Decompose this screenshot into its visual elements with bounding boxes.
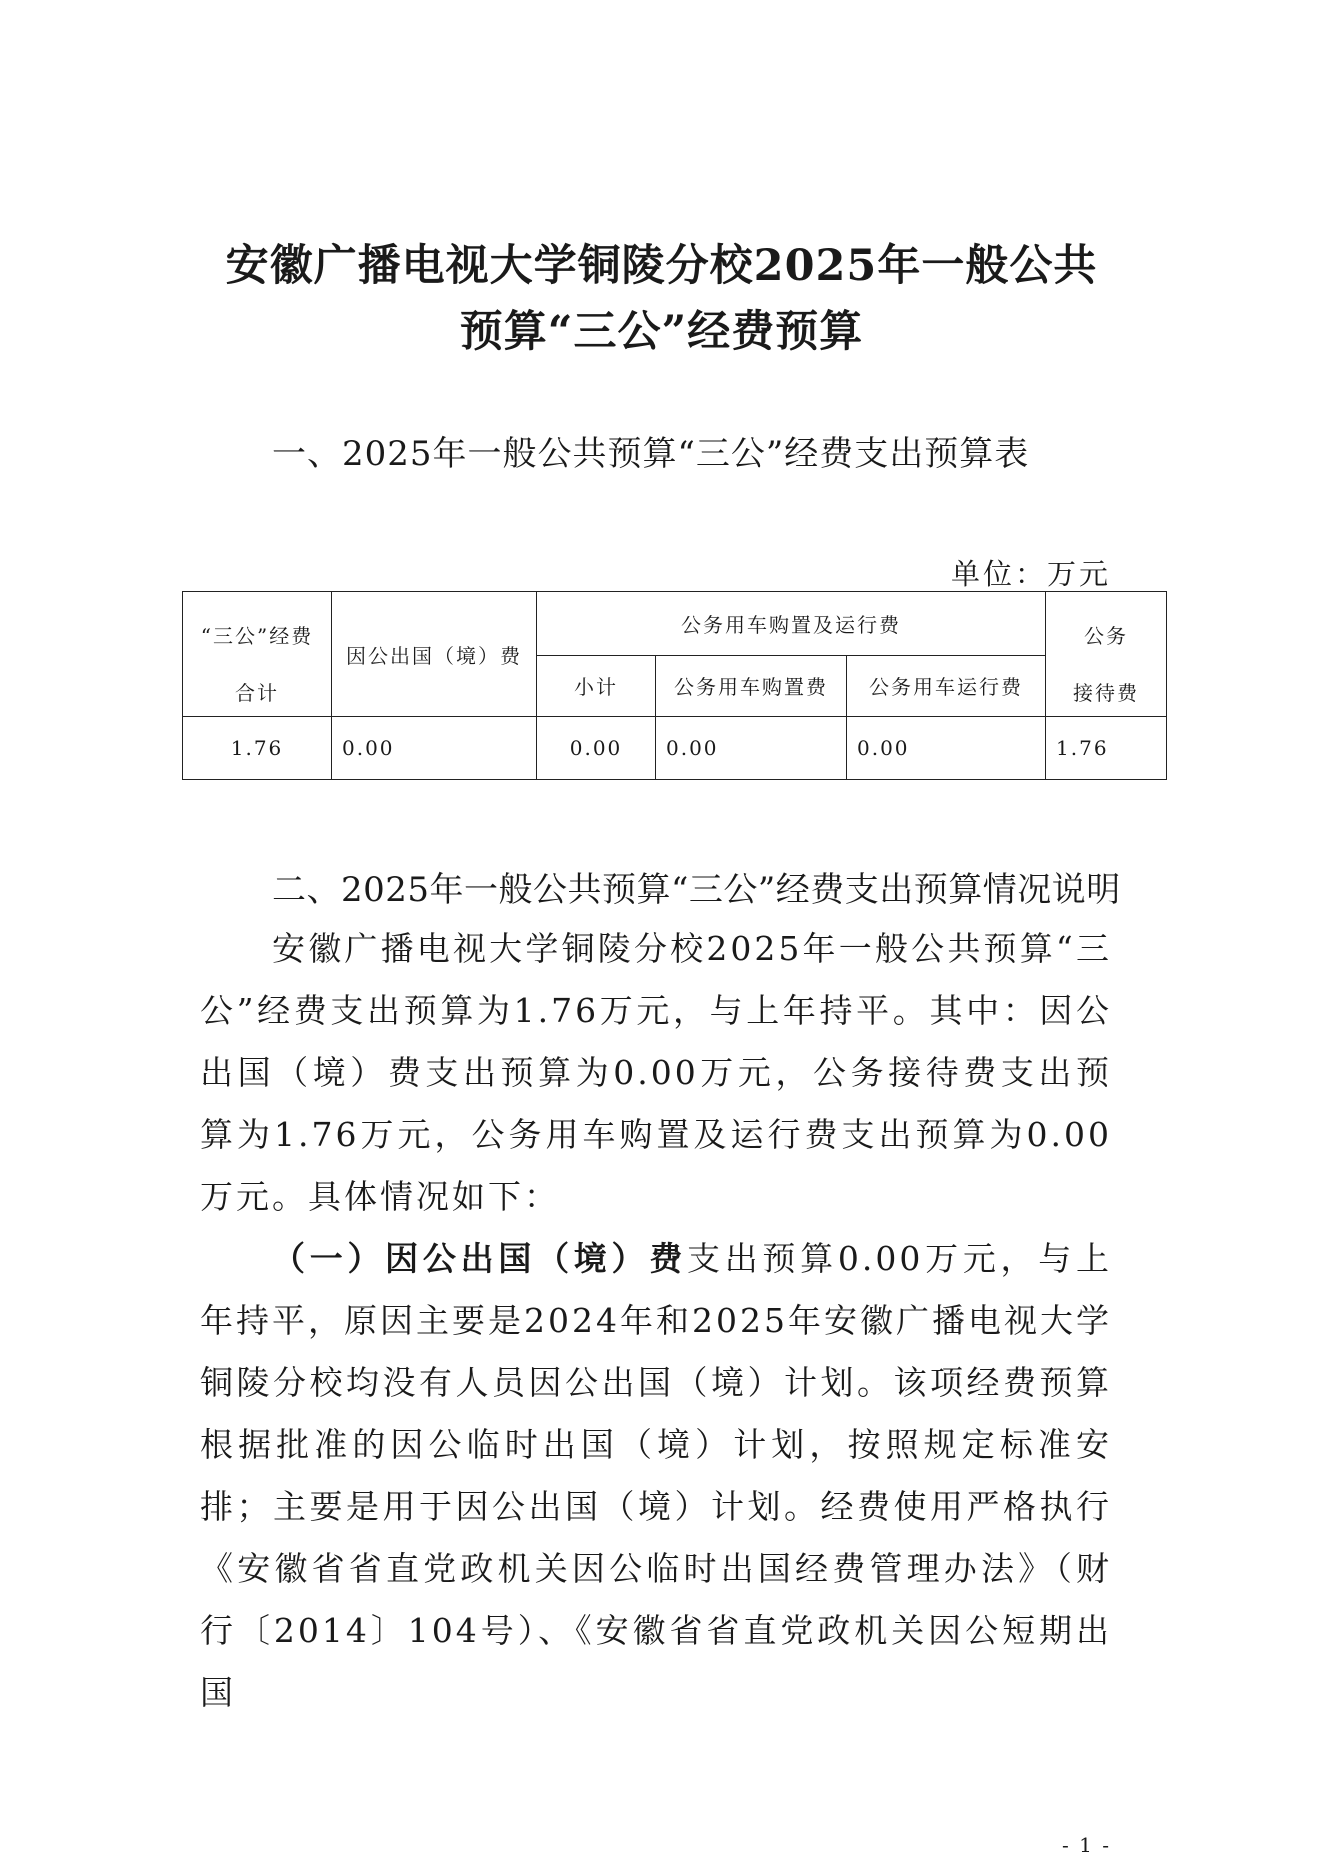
value-vehicle-subtotal: 0.00: [537, 717, 656, 780]
header-reception-top: 公务: [1084, 624, 1129, 648]
value-vehicle-purchase: 0.00: [656, 717, 847, 780]
body-text: [200, 918, 1112, 1724]
paragraph-summary: 安徽广播电视大学铜陵分校2025年一般公共预算“三公”经费支出预算为1.76万元，与上年持平。其中：因公出国（境）费支出预算为0.00万元，公务接待费支出预算为1.76万元，公务用车购置及运行费支出预算为0.00万元。具体情况如下：: [200, 929, 1112, 1216]
header-reception-bottom: 接待费: [1073, 681, 1140, 705]
paragraph-abroad-heading: （一）因公出国（境）费: [272, 1239, 687, 1278]
header-vehicle-operation: 公务用车运行费: [847, 655, 1046, 717]
budget-table: [182, 591, 1167, 780]
paragraph-abroad: [200, 1228, 1112, 1724]
section1-heading: 一、2025年一般公共预算“三公”经费支出预算表: [272, 434, 1030, 474]
document-title-line1: 安徽广播电视大学铜陵分校2025年一般公共: [225, 241, 1098, 291]
document-title-line2: 预算“三公”经费预算: [459, 307, 864, 357]
value-abroad: 0.00: [332, 717, 537, 780]
paragraph-abroad-text: 支出预算0.00万元，与上年持平，原因主要是2024年和2025年安徽广播电视大学铜陵分校均没有人员因公出国（境）计划。该项经费预算根据批准的因公临时出国（境）计划，按照规定标准安排；主要是用于因公出国（境）计划。经费使用严格执行《安徽省省直党政机关因公临时出国经费管理办法》（财行〔2014〕104号）、《安徽省省直党政机关因公短期出国: [200, 1239, 1112, 1712]
header-reception-cell: [1046, 592, 1167, 717]
header-vehicle-group: 公务用车购置及运行费: [537, 592, 1046, 656]
header-total-top: “三公”经费: [200, 624, 314, 648]
unit-label: 单位：万元: [950, 557, 1111, 591]
header-abroad: 因公出国（境）费: [332, 592, 537, 717]
header-vehicle-subtotal: 小计: [537, 655, 656, 717]
section2-heading: 二、2025年一般公共预算“三公”经费支出预算情况说明: [272, 870, 1121, 910]
header-total-cell: [183, 592, 332, 717]
value-reception: 1.76: [1046, 717, 1167, 780]
page-number: - 1 -: [1062, 1833, 1111, 1857]
header-total-bottom: 合计: [235, 681, 279, 705]
header-vehicle-purchase: 公务用车购置费: [656, 655, 847, 717]
value-vehicle-operation: 0.00: [847, 717, 1046, 780]
value-total: 1.76: [183, 717, 332, 780]
